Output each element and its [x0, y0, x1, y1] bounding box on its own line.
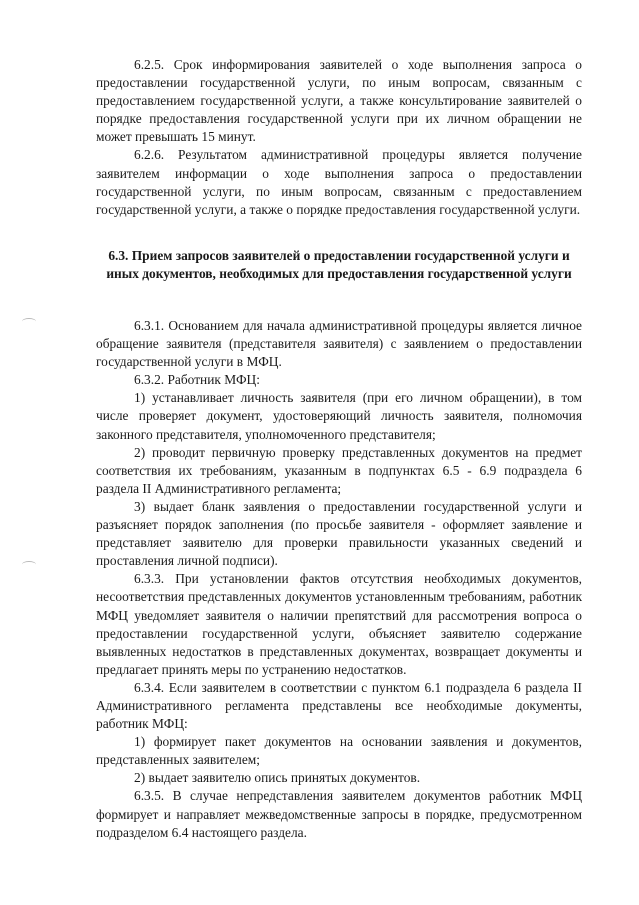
list-item-6-3-4-1: 1) формирует пакет документов на основании заявления и документов, представленных заявителем;: [96, 734, 582, 768]
paragraph-6-3-1: 6.3.1. Основанием для начала административной процедуры является личное обращение заявителя (представителя заявителя) с заявлением о предоставлении государственной услуги в МФЦ.: [96, 318, 582, 370]
list-item-6-3-2-1: 1) устанавливает личность заявителя (при его личном обращении), в том числе проверяет документ, удостоверяющий личность заявителя, полномочия законного представителя, уполномоченного представителя;: [96, 390, 582, 442]
paragraph-6-3-4: 6.3.4. Если заявителем в соответствии с пунктом 6.1 подраздела 6 раздела II Административного регламента представлены все необходимые документы, работник МФЦ:: [96, 679, 582, 732]
paragraph-6-2-6: 6.2.6. Результатом административной процедуры является получение заявителем информации о ходе выполнения запроса о предоставлении государственной услуги, по иным вопросам, связанным с предоставлением государственной услуги, а также о порядке предоставления государственной услуги.: [96, 147, 582, 217]
list-item-6-3-4-2: 2) выдает заявителю опись принятых документов.: [134, 770, 421, 786]
list-item-6-3-2-3: 3) выдает бланк заявления о предоставлении государственной услуги и разъясняет порядок заполнения (по просьбе заявителя - оформляет заявление и представляет заявителю для проверки правильности указанных сведений и проставления личной подписи).: [96, 498, 582, 569]
section-6-3-heading: 6.3. Прием запросов заявителей о предоставлении государственной услуги и иных документов, необходимых для предоставления государственной услуги: [106, 248, 572, 282]
paragraph-6-3-2: 6.3.2. Работник МФЦ:: [134, 372, 260, 388]
scan-margin-mark: [22, 561, 36, 568]
paragraph-6-3-5: 6.3.5. В случае непредставления заявителем документов работник МФЦ формирует и направляет межведомственные запросы в порядке, предусмотренном подразделом 6.4 настоящего раздела.: [96, 788, 582, 840]
list-item-6-3-2-2: 2) проводит первичную проверку представленных документов на предмет соответствия их требованиям, указанным в подпунктах 6.5 - 6.9 подраздела 6 раздела II Административного регламента;: [96, 444, 582, 496]
section-6-2-body: [96, 56, 582, 219]
scan-margin-mark: [22, 318, 36, 325]
section-6-3-body: [96, 317, 582, 842]
paragraph-6-2-5: 6.2.5. Срок информирования заявителей о ходе выполнения запроса о предоставлении государственной услуги, по иным вопросам, связанным с предоставлением государственной услуги, а также консультирование заявителей о порядке предоставления государственной услуги при их личном обращении не может превышать 15 минут.: [96, 57, 582, 145]
paragraph-6-3-3: 6.3.3. При установлении фактов отсутствия необходимых документов, несоответствия представленных документов установленным требованиям, работник МФЦ уведомляет заявителя о наличии препятствий для рассмотрения вопроса о предоставлении государственной услуги, объясняет заявителю содержание выявленных недостатков в представленных документах, возвращает документы и предлагает принять меры по устранению недостатков.: [96, 571, 582, 677]
